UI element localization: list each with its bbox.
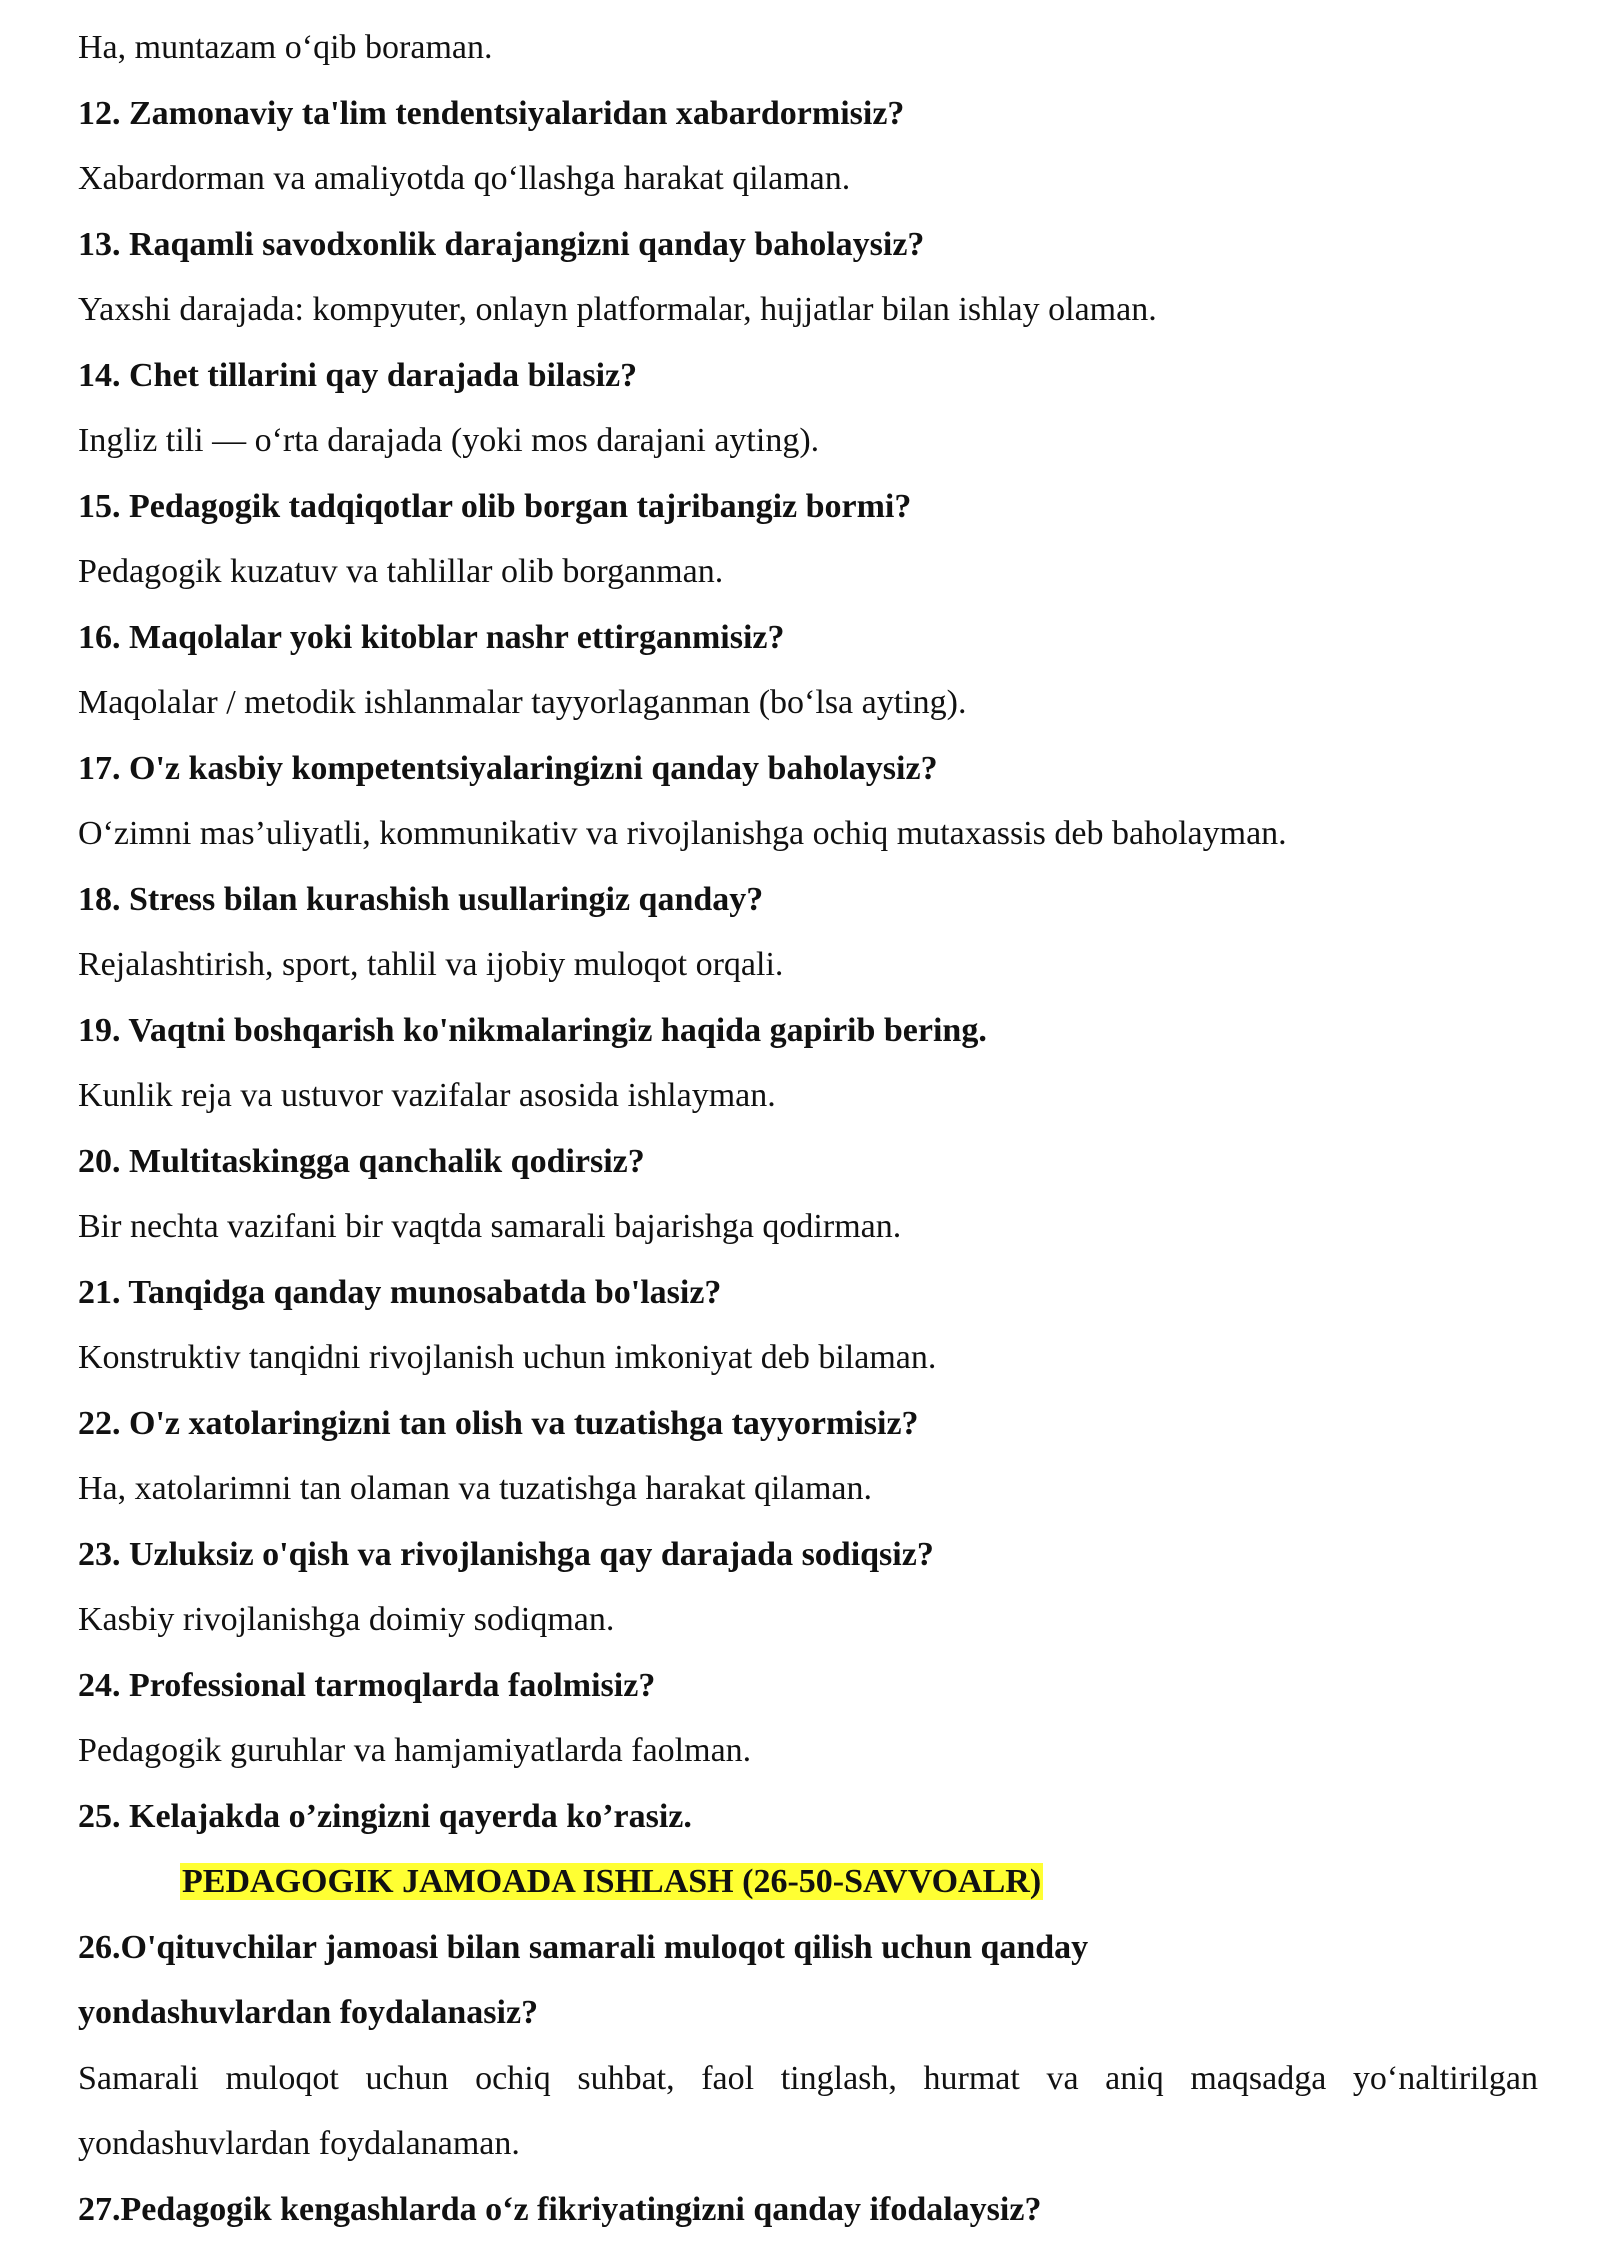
answer-text: Ha, xatolarimni tan olaman va tuzatishga harakat qilaman. [78, 1470, 872, 1507]
answer-text-continued: yondashuvlardan foydalanaman. [78, 2125, 520, 2162]
answer-text: Pedagogik guruhlar va hamjamiyatlarda faolman. [78, 1732, 752, 1769]
question-14: 14. Chet tillarini qay darajada bilasiz? [78, 356, 638, 394]
question-12: 12. Zamonaviy ta'lim tendentsiyalaridan xabardormisiz? [78, 94, 905, 132]
answer-text: Maqolalar / metodik ishlanmalar tayyorlaganman (bo‘lsa ayting). [78, 684, 967, 721]
question-26-continued: yondashuvlardan foydalanasiz? [78, 1994, 539, 2031]
answer-text: O‘zimni mas’uliyatli, kommunikativ va rivojlanishga ochiq mutaxassis deb baholayman. [78, 815, 1287, 852]
question-21: 21. Tanqidga qanday munosabatda bo'lasiz? [78, 1273, 722, 1311]
answer-text: Ha, muntazam o‘qib boraman. [78, 29, 493, 66]
question-22: 22. O'z xatolaringizni tan olish va tuzatishga tayyormisiz? [78, 1404, 919, 1442]
question-15: 15. Pedagogik tadqiqotlar olib borgan tajribangiz bormi? [78, 487, 912, 525]
section-heading: PEDAGOGIK JAMOADA ISHLASH (26-50-SAVVOALR) [182, 1863, 1042, 1900]
answer-text: Ingliz tili — o‘rta darajada (yoki mos darajani ayting). [78, 422, 820, 459]
question-16: 16. Maqolalar yoki kitoblar nashr ettirganmisiz? [78, 618, 785, 656]
question-13: 13. Raqamli savodxonlik darajangizni qanday baholaysiz? [78, 225, 925, 263]
answer-text: Rejalashtirish, sport, tahlil va ijobiy muloqot orqali. [78, 946, 784, 983]
answer-text: Kunlik reja va ustuvor vazifalar asosida ishlayman. [78, 1077, 776, 1114]
question-19: 19. Vaqtni boshqarish ko'nikmalaringiz haqida gapirib bering. [78, 1011, 987, 1049]
question-27: 27.Pedagogik kengashlarda o‘z fikriyatingizni qanday ifodalaysiz? [78, 2190, 1042, 2228]
answer-text: Yaxshi darajada: kompyuter, onlayn platformalar, hujjatlar bilan ishlay olaman. [78, 291, 1157, 328]
answer-text: Kasbiy rivojlanishga doimiy sodiqman. [78, 1601, 615, 1638]
answer-text: Bir nechta vazifani bir vaqtda samarali bajarishga qodirman. [78, 1208, 902, 1245]
section-heading-row [78, 1849, 1538, 1915]
answer-text: Pedagogik kuzatuv va tahlillar olib borganman. [78, 553, 724, 590]
question-18: 18. Stress bilan kurashish usullaringiz qanday? [78, 880, 764, 918]
question-26: 26.O'qituvchilar jamoasi bilan samarali muloqot qilish uchun qanday [78, 1928, 1089, 1966]
answer-text: Samarali muloqot uchun ochiq suhbat, faol tinglash, hurmat va aniq maqsadga yo‘naltirilgan [78, 2059, 1538, 2097]
question-20: 20. Multitaskingga qanchalik qodirsiz? [78, 1142, 645, 1180]
question-17: 17. O'z kasbiy kompetentsiyalaringizni qanday baholaysiz? [78, 749, 938, 787]
answer-text: Xabardorman va amaliyotda qo‘llashga harakat qilaman. [78, 160, 851, 197]
document-page [78, 15, 1538, 2242]
answer-text: Konstruktiv tanqidni rivojlanish uchun imkoniyat deb bilaman. [78, 1339, 937, 1376]
question-25: 25. Kelajakda o’zingizni qayerda ko’rasiz. [78, 1797, 692, 1835]
question-23: 23. Uzluksiz o'qish va rivojlanishga qay darajada sodiqsiz? [78, 1535, 934, 1573]
question-24: 24. Professional tarmoqlarda faolmisiz? [78, 1666, 656, 1704]
